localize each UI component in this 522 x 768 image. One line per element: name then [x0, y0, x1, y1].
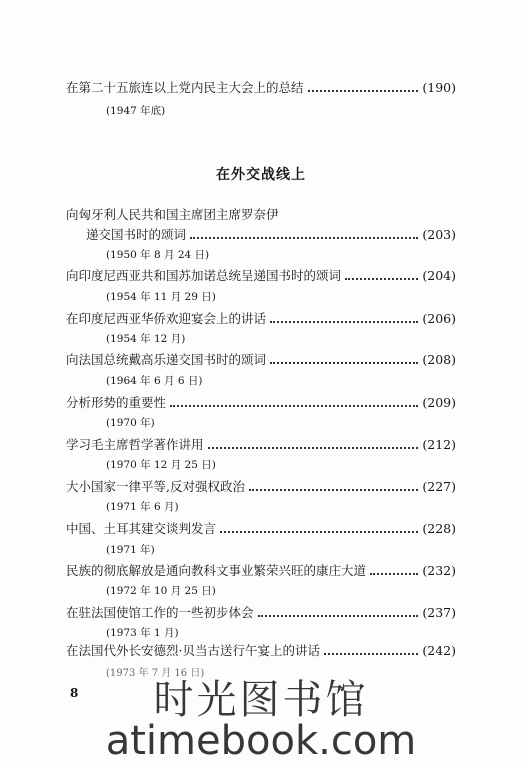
toc-entry-page: (232) — [422, 563, 456, 578]
leader-dots — [208, 447, 419, 449]
toc-entry — [66, 643, 456, 659]
toc-entry — [66, 80, 456, 96]
toc-entry — [66, 479, 456, 495]
toc-entry-title: 在印度尼西亚华侨欢迎宴会上的讲话 — [66, 311, 267, 326]
watermark-title: 时光图书馆 — [153, 677, 369, 723]
section-title: 在外交战线上 — [216, 167, 306, 183]
toc-entry-date: (1964 年 6 月 6 日) — [106, 375, 203, 387]
toc-entry-page: (190) — [422, 80, 456, 95]
toc-entry-date: (1950 年 8 月 24 日) — [106, 249, 210, 261]
toc-entry-title: 大小国家一律平等,反对强权政治 — [66, 479, 245, 494]
toc-entry-date: (1954 年 12 月) — [106, 333, 186, 345]
toc-entry-page: (208) — [422, 352, 456, 367]
toc-entry-date: (1947 年底) — [106, 105, 166, 117]
leader-dots — [258, 615, 419, 617]
toc-entry-date: (1972 年 10 月 25 日) — [106, 585, 216, 597]
toc-entry-date: (1973 年 1 月) — [106, 627, 179, 639]
toc-entry-page: (242) — [422, 643, 456, 658]
toc-entry-page: (206) — [422, 311, 456, 326]
leader-dots — [324, 653, 418, 655]
toc-entry-page: (227) — [422, 479, 456, 494]
toc-entry — [66, 311, 456, 327]
leader-dots — [270, 321, 418, 323]
leader-dots — [249, 489, 418, 491]
leader-dots — [308, 90, 419, 92]
toc-entry-date: (1970 年 12 月 25 日) — [106, 459, 216, 471]
toc-entry-date: (1971 年) — [106, 544, 155, 556]
toc-entry-date: (1954 年 11 月 29 日) — [106, 291, 216, 303]
toc-entry — [66, 352, 456, 368]
toc-entry-title: 在第二十五旅连以上党内民主大会上的总结 — [66, 80, 304, 95]
watermark-url: atimebook.com — [105, 718, 417, 764]
page-number: 8 — [70, 686, 79, 700]
toc-entry-title-continued: 递交国书时的颂词 — [86, 227, 187, 242]
toc-entry-page: (203) — [422, 227, 456, 242]
leader-dots — [190, 237, 418, 239]
toc-entry-page: (204) — [422, 268, 456, 283]
toc-entry-date: (1971 年 6 月) — [106, 501, 179, 513]
toc-entry-title: 学习毛主席哲学著作讲用 — [66, 437, 204, 452]
toc-entry-page: (228) — [422, 521, 456, 536]
toc-entry-title: 分析形势的重要性 — [66, 395, 167, 410]
toc-entry — [66, 521, 456, 537]
toc-entry-page: (212) — [422, 437, 456, 452]
toc-entry — [66, 437, 456, 453]
leader-dots — [220, 531, 418, 533]
toc-entry — [66, 563, 456, 579]
toc-entry-title: 向匈牙利人民共和国主席团主席罗奈伊 — [66, 207, 279, 222]
toc-entry-page: (237) — [422, 605, 456, 620]
toc-entry-page: (209) — [422, 395, 456, 410]
toc-entry — [66, 268, 456, 284]
toc-entry-title: 向印度尼西亚共和国苏加诺总统呈递国书时的颂词 — [66, 268, 342, 283]
toc-entry-title: 向法国总统戴高乐递交国书时的颂词 — [66, 352, 267, 367]
leader-dots — [170, 405, 418, 407]
leader-dots — [370, 573, 418, 575]
toc-entry-title: 在法国代外长安德烈·贝当古送行午宴上的讲话 — [66, 643, 320, 658]
toc-entry-title: 在驻法国使馆工作的一些初步体会 — [66, 605, 254, 620]
toc-entry — [66, 395, 456, 411]
toc-entry-date: (1973 年 7 月 16 日) — [106, 668, 205, 679]
toc-entry-date: (1970 年) — [106, 417, 155, 429]
leader-dots — [345, 278, 418, 280]
toc-entry-title: 中国、土耳其建交谈判发言 — [66, 521, 217, 536]
toc-entry — [66, 605, 456, 621]
toc-entry — [86, 227, 456, 243]
toc-entry-title: 民族的彻底解放是通向教科文事业繁荣兴旺的康庄大道 — [66, 563, 367, 578]
leader-dots — [270, 362, 418, 364]
